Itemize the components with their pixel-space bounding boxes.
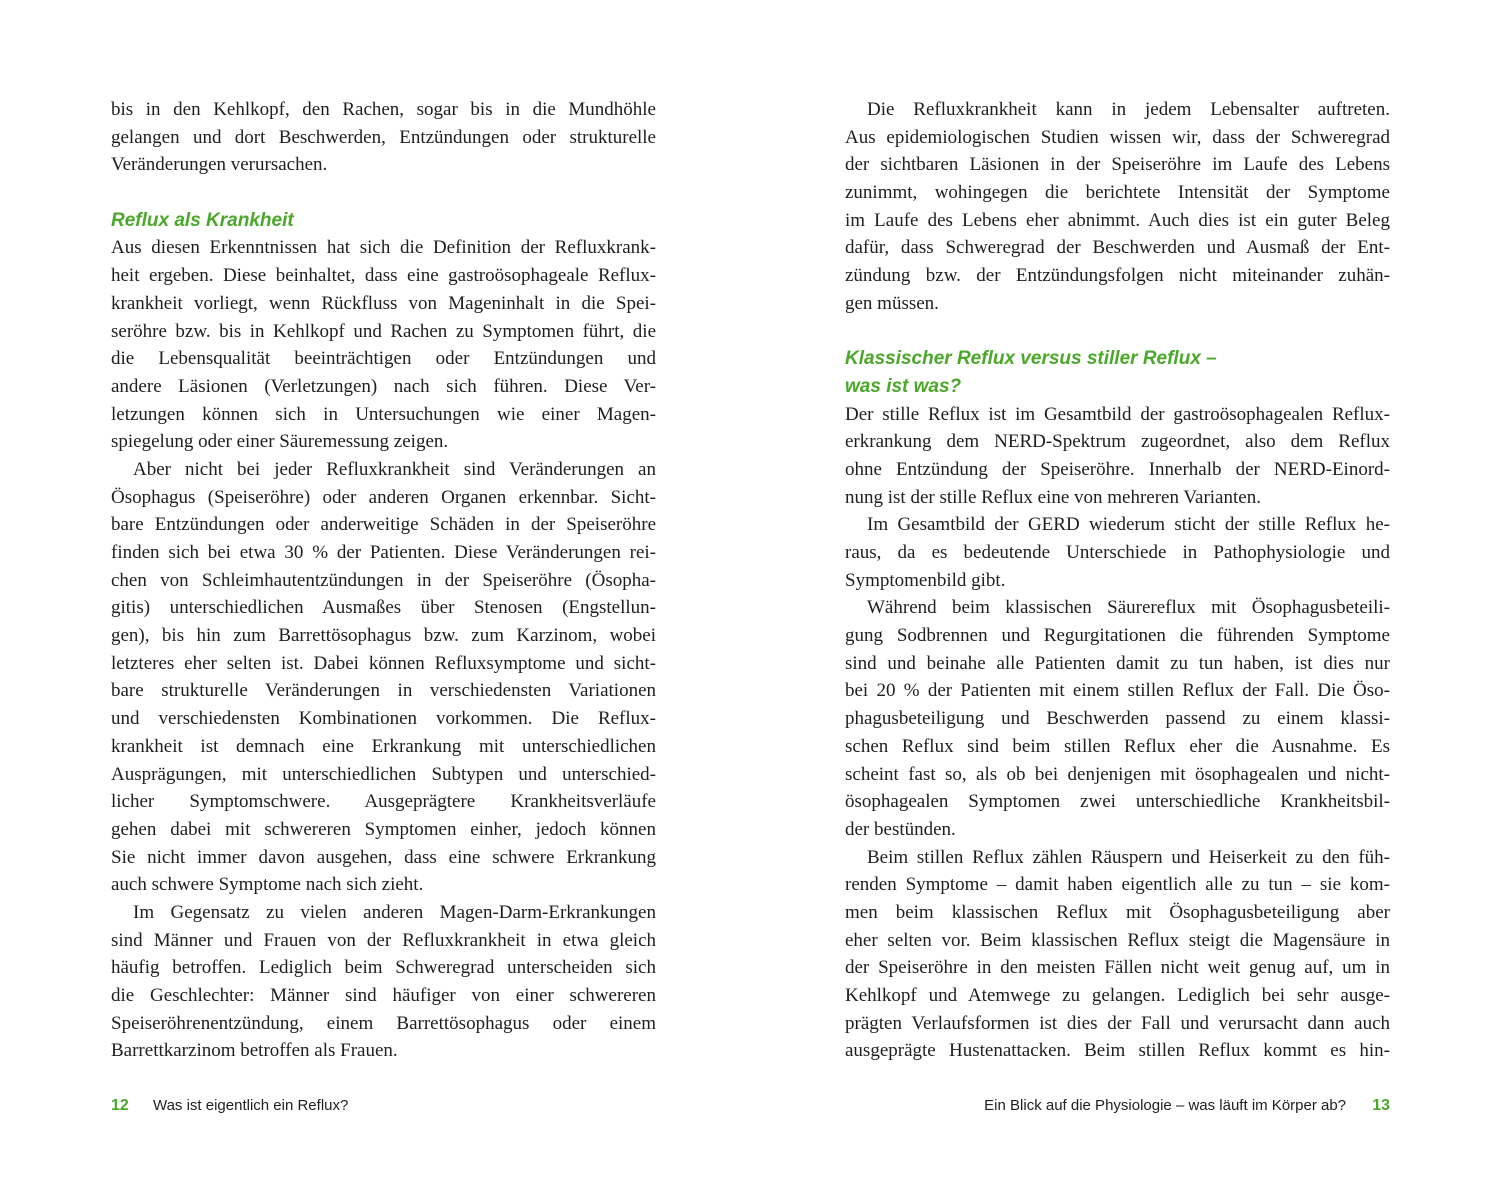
paragraph [111,234,656,456]
text-line: krankheit vorliegt, wenn Rückfluss von Mageninhalt in die Spei- [111,292,656,314]
text-line: dafür, dass Schweregrad der Beschwerden und Ausmaß der Ent- [845,237,1390,259]
text-line: nung ist der stille Reflux eine von mehreren Varianten. [845,486,1261,508]
text-line: eher selten vor. Beim klassischen Reflux steigt die Magensäure in [845,929,1390,951]
text-line: letzteres eher selten ist. Dabei können Refluxsymptome und sicht- [111,652,656,674]
right-page-footer [984,1097,1390,1115]
text-line: Speiseröhrenentzündung, einem Barrettösophagus oder einem [111,1012,656,1034]
text-line: phagusbeteiligung und Beschwerden passend zu einem klassi- [845,708,1390,730]
text-line: Die Refluxkrankheit kann in jedem Lebensalter auftreten. [867,99,1390,120]
left-body-text [111,96,656,1065]
text-line: schen Reflux sind beim stillen Reflux eher die Ausnahme. Es [845,735,1390,757]
paragraph [845,511,1390,594]
text-line: scheint fast so, als ob bei denjenigen mit ösophagealen und nicht- [845,763,1390,785]
heading-line: Reflux als Krankheit [111,209,294,231]
text-line: Veränderungen verursachen. [111,154,328,176]
running-title: Was ist eigentlich ein Reflux? [152,1097,349,1114]
paragraph [845,844,1390,1066]
text-line: die Geschlechter: Männer sind häufiger von einer schwereren [111,985,656,1006]
page-number: 12 [111,1097,129,1114]
text-line: bis in den Kehlkopf, den Rachen, sogar bis in die Mundhöhle [111,99,656,120]
text-line: zündung bzw. der Entzündungsfolgen nicht miteinander zuhän- [845,265,1390,287]
text-line: ausgeprägte Hustenattacken. Beim stillen Reflux kommt es hin- [845,1040,1390,1062]
text-line: Aber nicht bei jeder Refluxkrankheit sind Veränderungen an [133,458,656,480]
text-line: gehen dabei mit schwereren Symptomen einher, jedoch können [111,818,656,840]
text-line: raus, da es bedeutende Unterschiede in Pathophysiologie und [845,542,1390,563]
text-line: finden sich bei etwa 30 % der Patienten. Diese Veränderungen rei- [111,542,656,563]
paragraph-spacer [111,179,656,207]
text-line: der Speiseröhre in den meisten Fällen nicht weit genug auf, um in [845,957,1390,979]
text-line: Im Gesamtbild der GERD wiederum sticht der stille Reflux he- [867,514,1390,536]
text-line: die Lebensqualität beeinträchtigen oder Entzündungen und [111,348,656,370]
text-line: gelangen und dort Beschwerden, Entzündungen oder strukturelle [111,126,656,148]
paragraph [111,899,656,1065]
text-line: bare Entzündungen oder anderweitige Schäden in der Speiseröhre [111,514,656,536]
paragraph [845,96,1390,318]
text-line: heit ergeben. Diese beinhaltet, dass eine gastroösophageale Reflux- [111,265,656,287]
heading-line: was ist was? [845,375,962,397]
text-line: Sie nicht immer davon ausgehen, dass eine schwere Erkrankung [111,846,656,868]
text-line: Symptomenbild gibt. [845,569,1006,591]
text-line: im Laufe des Lebens eher abnimmt. Auch dies ist ein guter Beleg [845,209,1390,231]
page-number: 13 [1372,1097,1390,1114]
text-line: häufig betroffen. Lediglich beim Schweregrad unterscheiden sich [111,957,656,979]
text-line: krankheit ist demnach eine Erkrankung mit unterschiedlichen [111,735,656,757]
text-line: bare strukturelle Veränderungen in verschiedensten Variationen [111,680,656,702]
paragraph-spacer [845,318,1390,346]
text-line: men beim klassischen Reflux mit Ösophagusbeteiligung aber [845,901,1390,923]
text-line: bei 20 % der Patienten mit einem stillen Reflux der Fall. Die Öso- [845,680,1390,702]
text-line: der sichtbaren Läsionen in der Speiseröhre im Laufe des Lebens [845,154,1390,176]
right-page [750,0,1500,1195]
text-line: andere Läsionen (Verletzungen) nach sich führen. Diese Ver- [111,375,656,397]
text-line: Kehlkopf und Atemwege zu gelangen. Lediglich bei sehr ausge- [845,985,1390,1006]
heading-line: Klassischer Reflux versus stiller Reflux – [845,348,1217,370]
text-line: zunimmt, wohingegen die berichtete Intensität der Symptome [845,182,1390,204]
text-line: seröhre bzw. bis in Kehlkopf und Rachen zu Symptomen führt, die [111,320,656,342]
text-line: Ausprägungen, mit unterschiedlichen Subtypen und unterschied- [111,763,656,785]
text-line: Ösophagus (Speiseröhre) oder anderen Organen erkennbar. Sicht- [111,486,656,508]
text-line: erkrankung dem NERD-Spektrum zugeordnet, also dem Reflux [845,431,1390,453]
text-line: der bestünden. [845,818,956,840]
text-line: gen), bis hin zum Barrettösophagus bzw. zum Karzinom, wobei [111,625,656,647]
text-line: prägten Verlaufsformen ist dies der Fall und verursacht dann auch [845,1012,1390,1034]
section-heading [845,345,1390,400]
text-line: auch schwere Symptome nach sich zieht. [111,874,424,896]
running-title: Ein Blick auf die Physiologie – was läuft im Körper ab? [984,1097,1347,1114]
right-body-text [845,96,1390,1065]
paragraph [111,96,656,179]
paragraph [845,594,1390,843]
text-line: renden Symptome – damit haben eigentlich alle zu tun – sie kom- [845,874,1390,896]
text-line: licher Symptomschwere. Ausgeprägtere Krankheitsverläufe [111,791,656,813]
text-line: Während beim klassischen Säurereflux mit Ösophagusbeteili- [867,597,1390,619]
text-line: gitis) unterschiedlichen Ausmaßes über Stenosen (Engstellun- [111,597,656,619]
text-line: und verschiedensten Kombinationen vorkommen. Die Reflux- [111,708,656,730]
paragraph [111,456,656,899]
text-line: chen von Schleimhautentzündungen in der Speiseröhre (Ösopha- [111,569,656,591]
text-line: ohne Entzündung der Speiseröhre. Innerhalb der NERD-Einord- [845,458,1390,480]
text-line: gung Sodbrennen und Regurgitationen die führenden Symptome [845,625,1390,647]
text-line: Barrettkarzinom betroffen als Frauen. [111,1040,398,1062]
text-line: sind und beinahe alle Patienten damit zu tun haben, ist dies nur [845,652,1390,674]
text-line: Aus epidemiologischen Studien wissen wir, dass der Schweregrad [845,126,1390,148]
text-line: sind Männer und Frauen von der Refluxkrankheit in etwa gleich [111,929,656,951]
left-page-footer [111,1097,348,1115]
text-line: Beim stillen Reflux zählen Räuspern und Heiserkeit zu den füh- [867,846,1390,868]
text-line: gen müssen. [845,292,939,314]
text-line: spiegelung oder einer Säuremessung zeigen. [111,431,449,453]
text-line: letzungen können sich in Untersuchungen wie einer Magen- [111,403,656,425]
text-line: Im Gegensatz zu vielen anderen Magen-Darm-Erkrankungen [133,901,656,923]
section-heading [111,207,656,235]
text-line: Der stille Reflux ist im Gesamtbild der gastroösophagealen Reflux- [845,403,1390,425]
paragraph [845,401,1390,512]
text-line: ösophagealen Symptomen zwei unterschiedliche Krankheitsbil- [845,791,1390,813]
text-line: Aus diesen Erkenntnissen hat sich die Definition der Refluxkrank- [111,237,656,259]
